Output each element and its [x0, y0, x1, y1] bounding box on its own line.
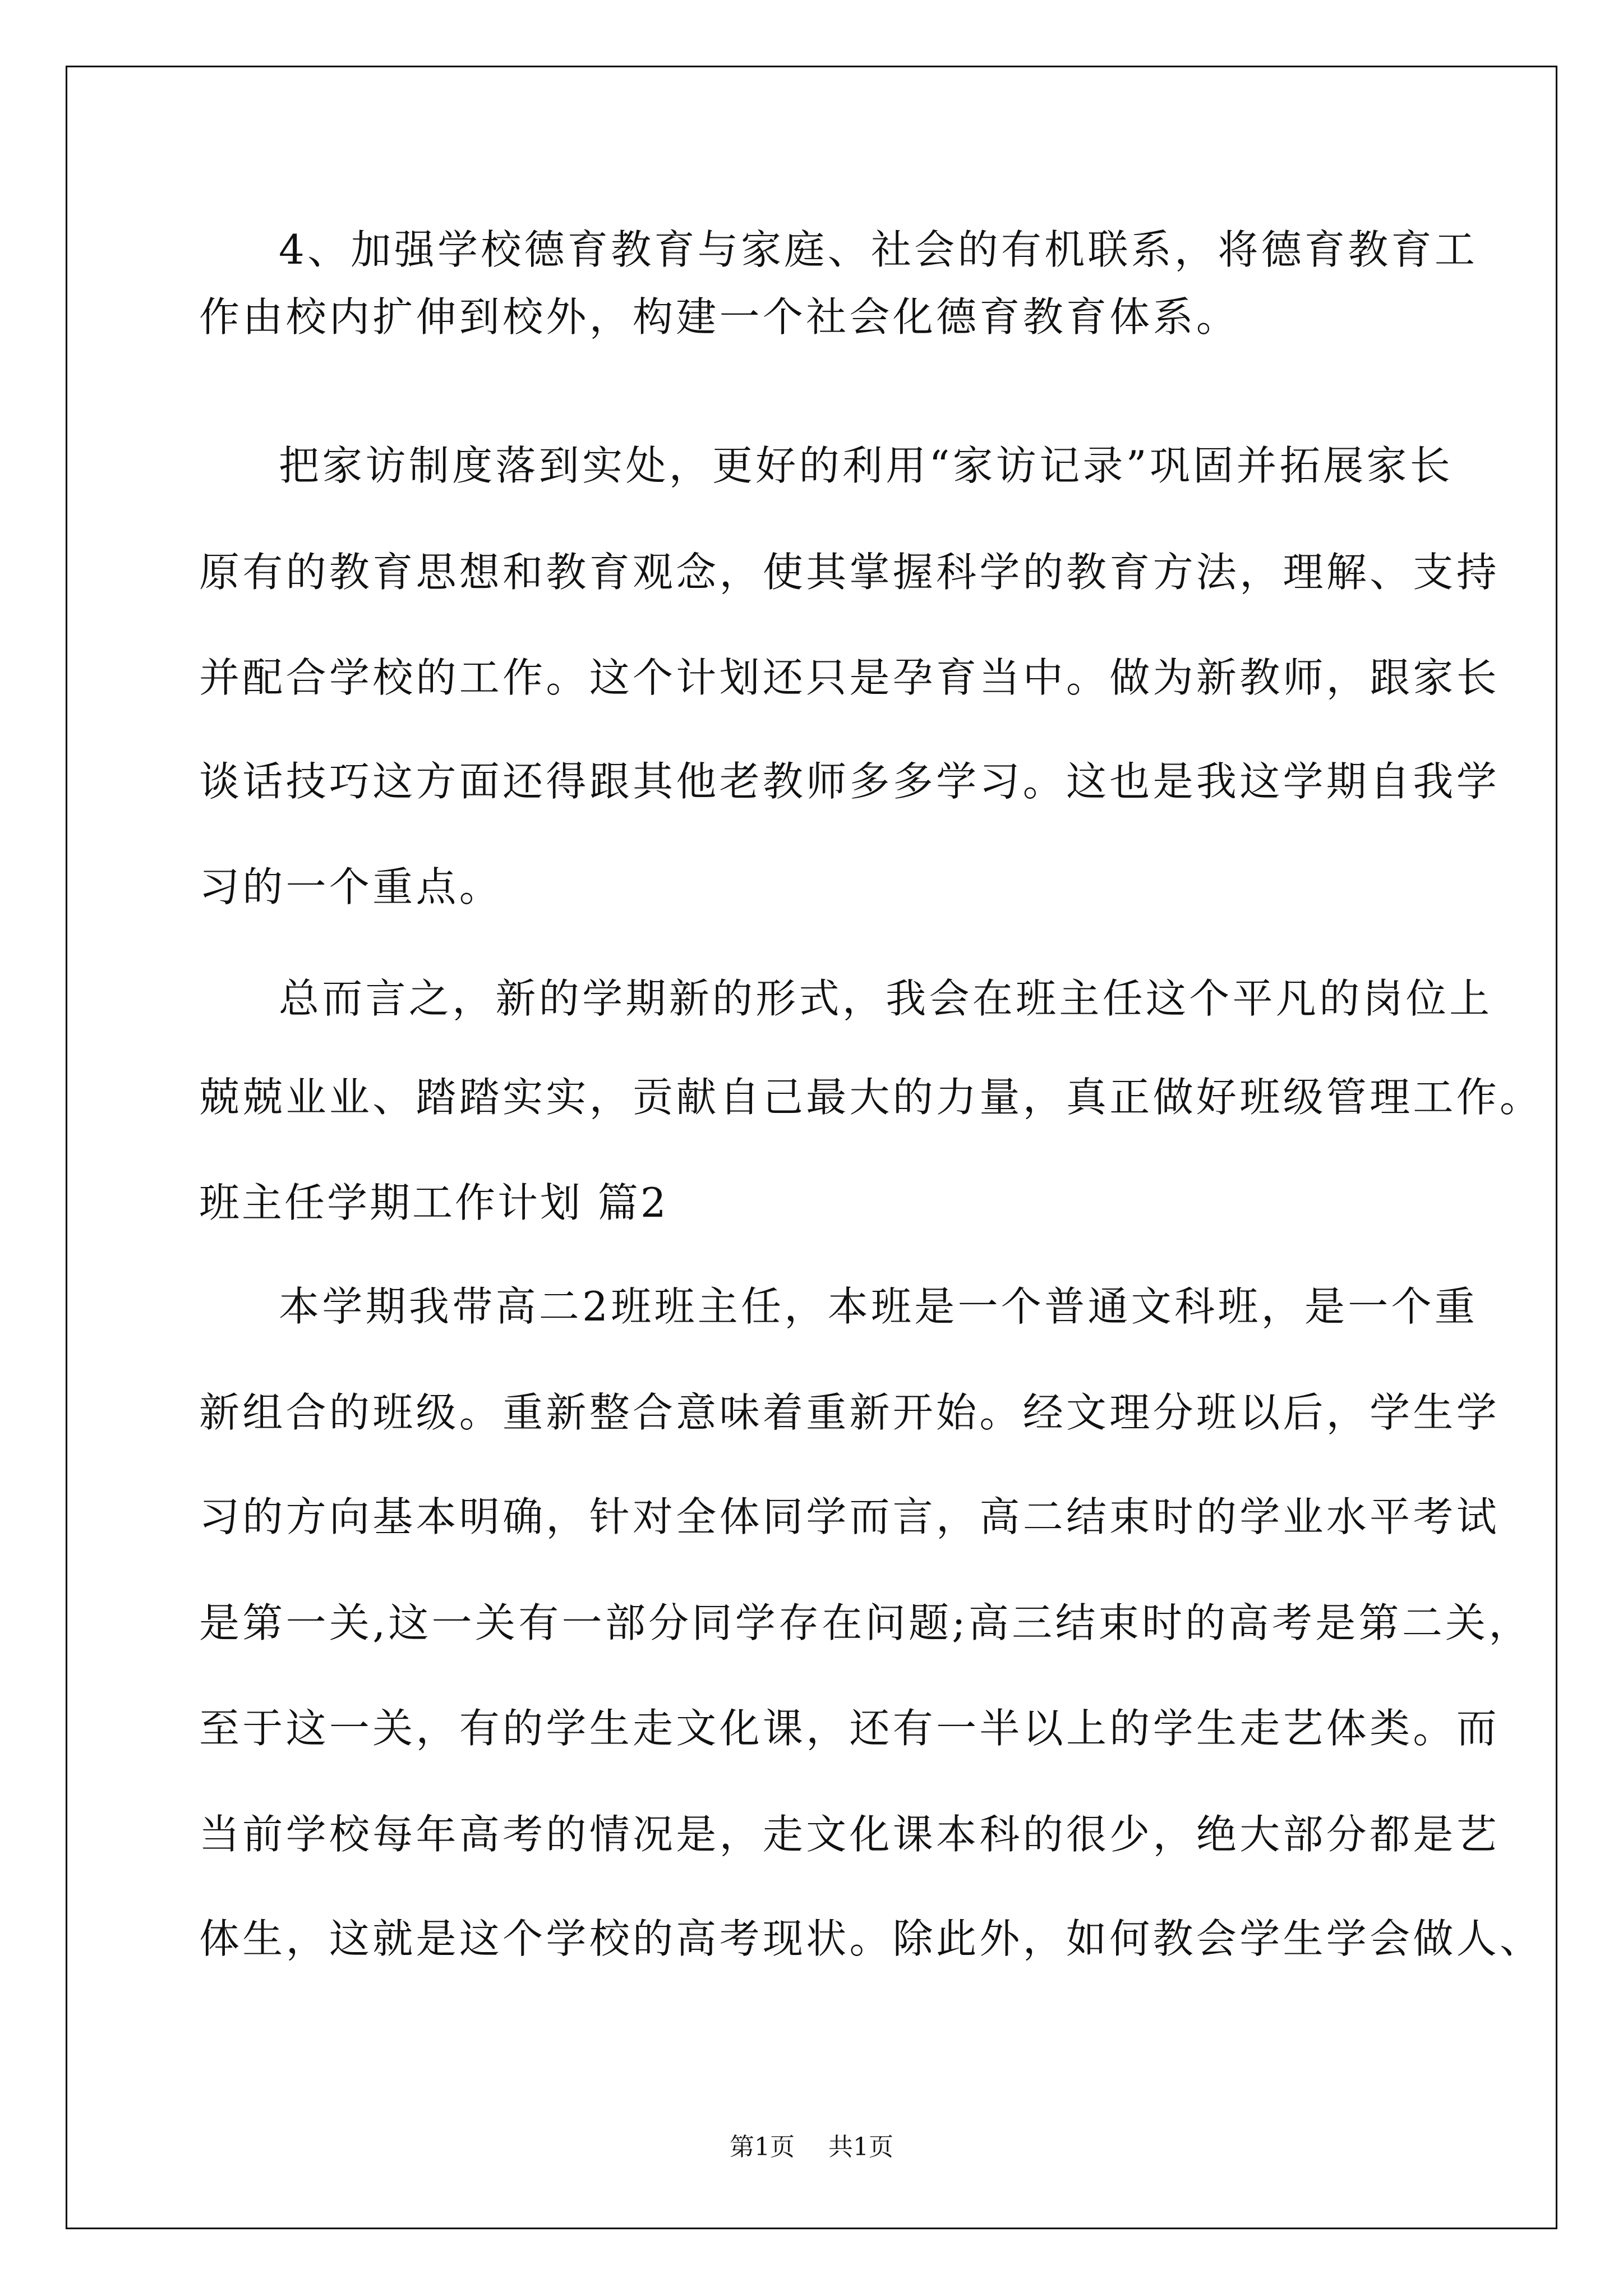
section-heading: 班主任学期工作计划 篇2: [199, 1179, 668, 1226]
text-line: 并配合学校的工作。这个计划还只是孕育当中。做为新教师，跟家长: [199, 654, 1500, 701]
text-line: 总而言之，新的学期新的形式，我会在班主任这个平凡的岗位上: [279, 975, 1493, 1022]
page-footer: [0, 2131, 1623, 2164]
text-line: 习的方向基本明确，针对全体同学而言，高二结束时的学业水平考试: [199, 1493, 1500, 1540]
text-line: 至于这一关，有的学生走文化课，还有一半以上的学生走艺体类。而: [199, 1705, 1500, 1752]
text-line: 习的一个重点。: [199, 863, 503, 910]
text-line: 当前学校每年高考的情况是，走文化课本科的很少，绝大部分都是艺: [199, 1811, 1500, 1858]
text-line: 本学期我带高二2班班主任，本班是一个普通文科班，是一个重: [279, 1283, 1478, 1330]
text-line: 新组合的班级。重新整合意味着重新开始。经文理分班以后，学生学: [199, 1389, 1500, 1436]
page-number: 第1页: [730, 2133, 795, 2161]
text-line: 原有的教育思想和教育观念，使其掌握科学的教育方法，理解、支持: [199, 549, 1500, 596]
text-line: 4、加强学校德育教育与家庭、社会的有机联系，将德育教育工: [279, 226, 1478, 273]
page-total: 共1页: [828, 2133, 893, 2161]
text-line: 体生，这就是这个学校的高考现状。除此外，如何教会学生学会做人、: [199, 1915, 1543, 1962]
text-line: 兢兢业业、踏踏实实，贡献自己最大的力量，真正做好班级管理工作。: [199, 1074, 1543, 1121]
text-line: 把家访制度落到实处，更好的利用“家访记录”巩固并拓展家长: [279, 442, 1454, 489]
text-line: 是第一关,这一关有一部分同学存在问题;高三结束时的高考是第二关，: [199, 1599, 1532, 1646]
text-line: 作由校内扩伸到校外，构建一个社会化德育教育体系。: [199, 293, 1240, 341]
text-line: 谈话技巧这方面还得跟其他老教师多多学习。这也是我这学期自我学: [199, 758, 1500, 805]
